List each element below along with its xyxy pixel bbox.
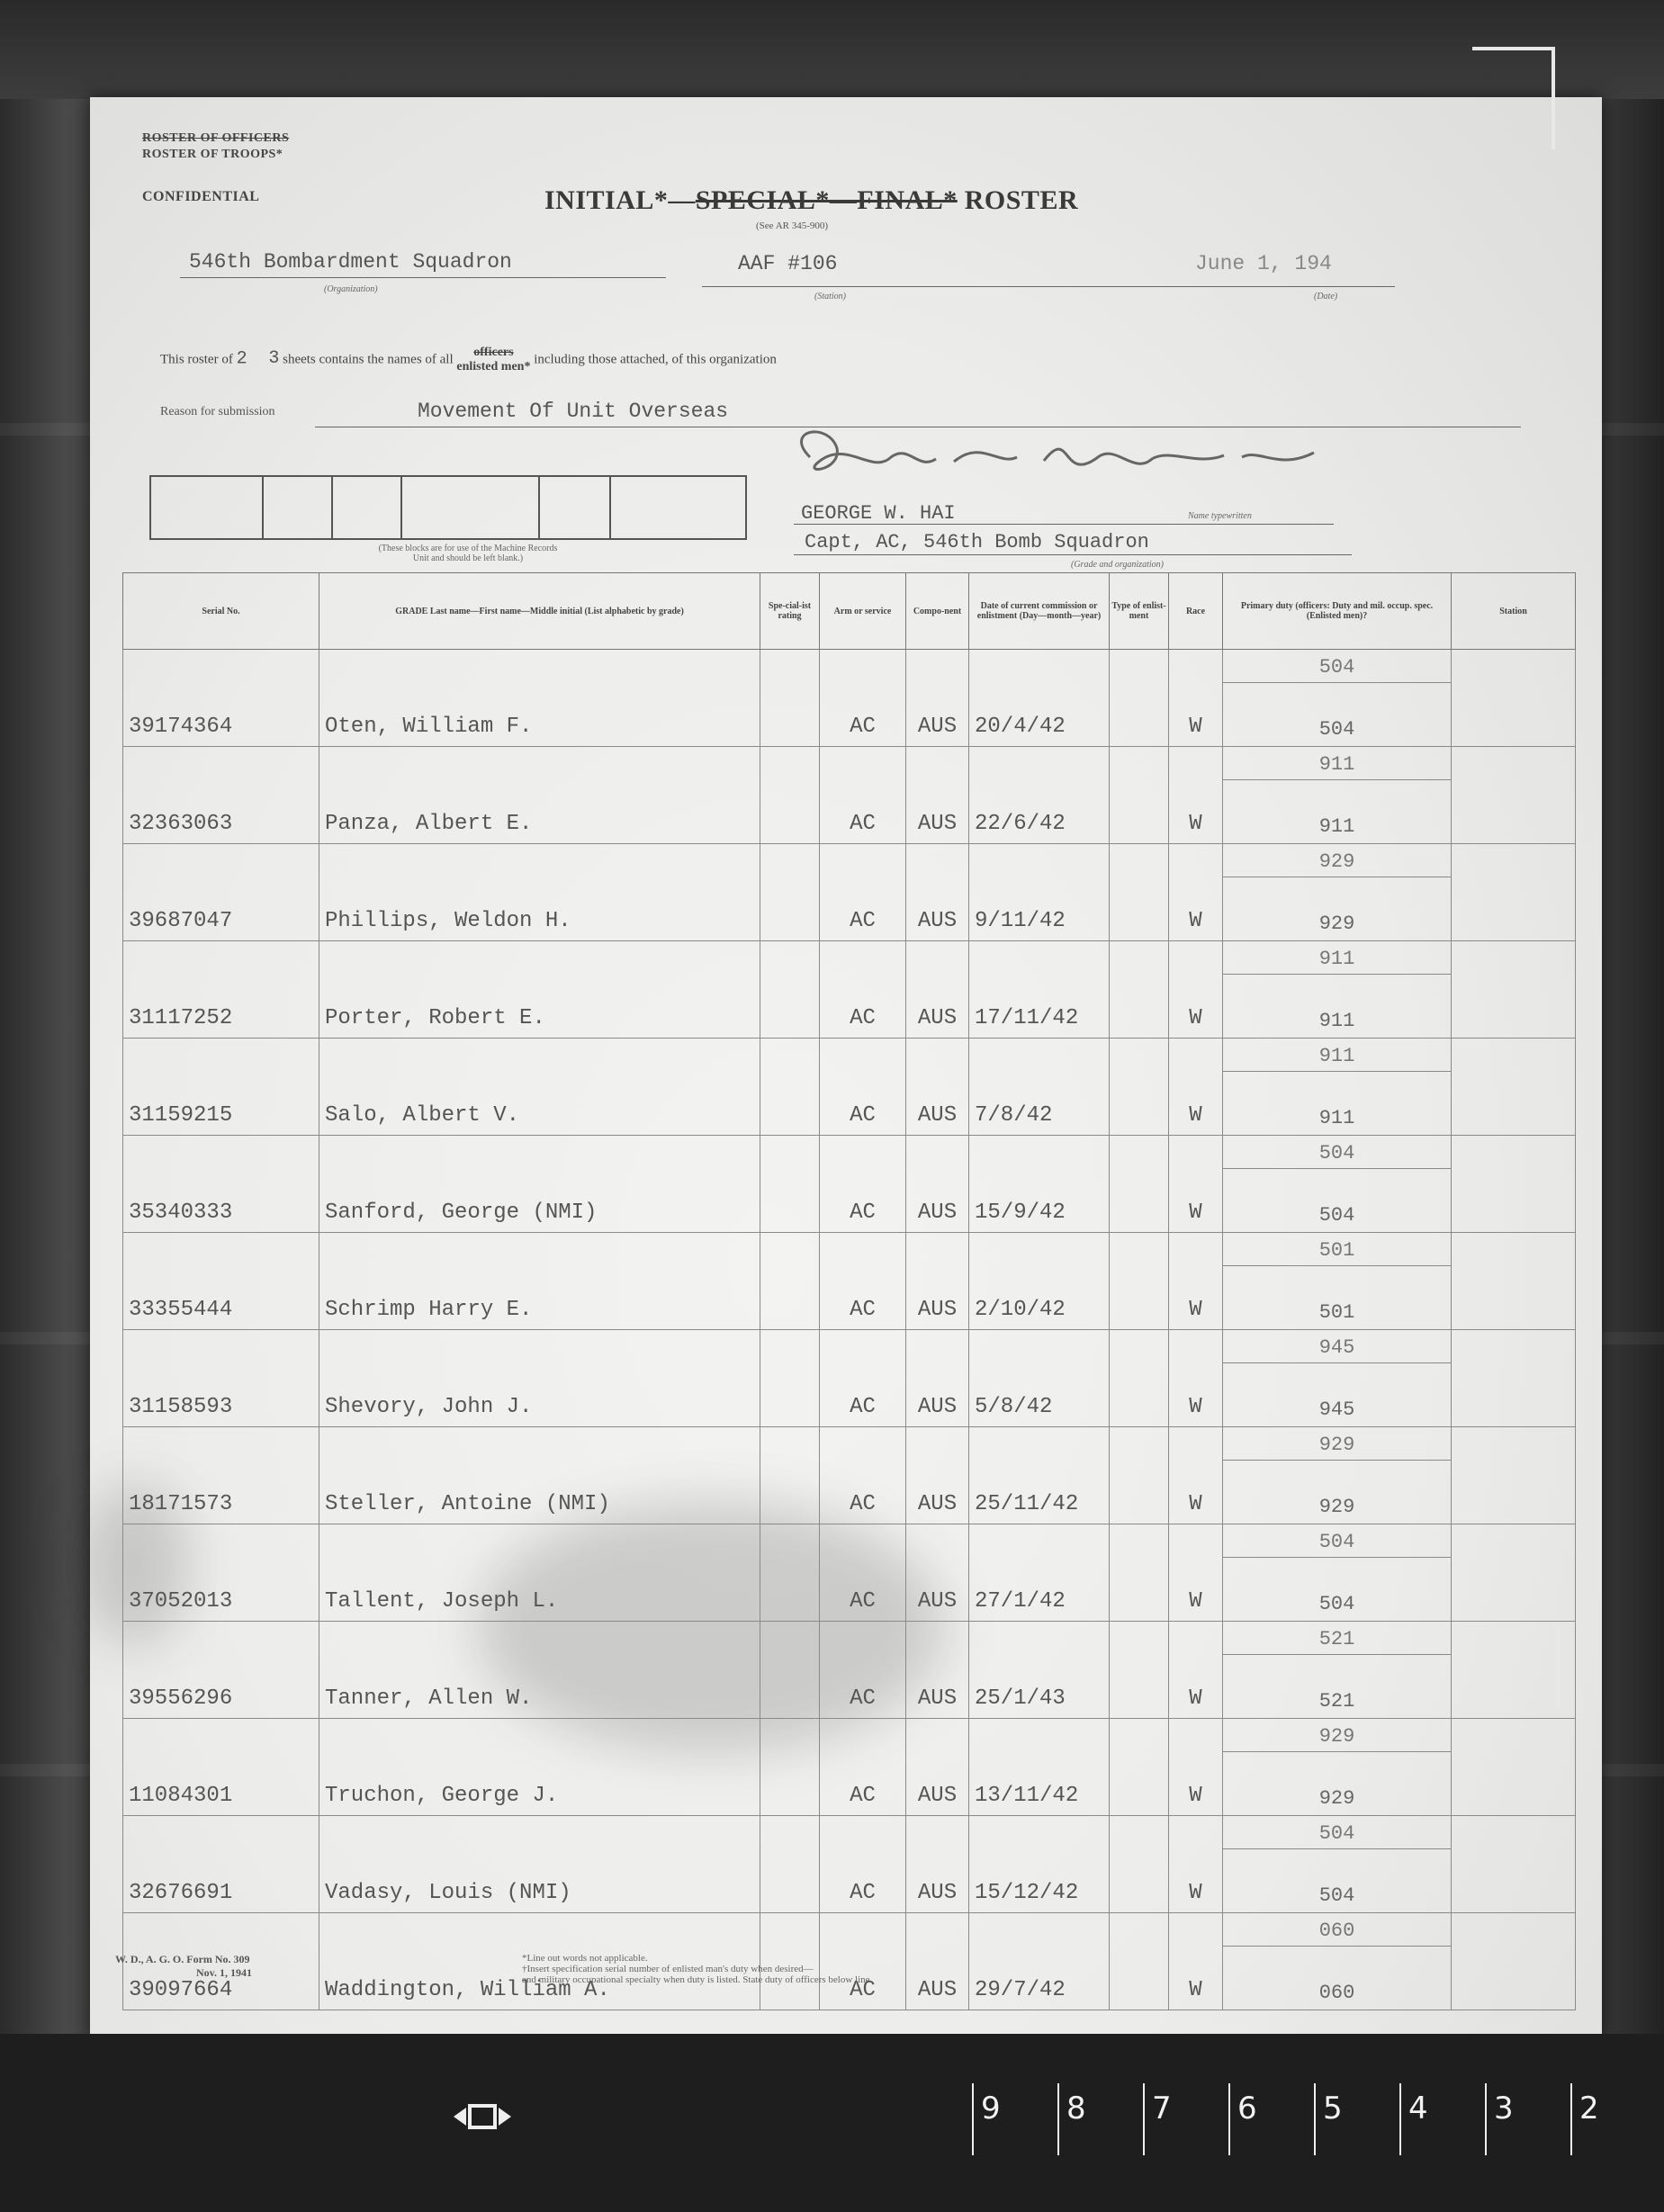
component-cell: AUS <box>906 1524 969 1622</box>
name-cell: Salo, Albert V. <box>319 1039 760 1136</box>
signer-caption: (Grade and organization) <box>1071 560 1164 570</box>
station-cell <box>1452 1816 1576 1913</box>
primary-duty-value: 504 <box>1318 718 1355 741</box>
primary-duty-upper: 929 <box>1223 844 1451 877</box>
component-cell: AUS <box>906 650 969 747</box>
serial-cell: 31158593 <box>123 1330 319 1427</box>
primary-duty-cell <box>1223 1330 1452 1427</box>
organization-rule <box>180 277 666 278</box>
enlistment-type-cell <box>1110 650 1169 747</box>
col-header-primary-duty: Primary duty (officers: Duty and mil. occup. spec. (Enlisted men)? <box>1223 573 1452 650</box>
station-cell <box>1452 1913 1576 2010</box>
race-cell: W <box>1169 650 1223 747</box>
primary-duty-upper: 504 <box>1223 650 1451 683</box>
ruler-tick <box>1057 2083 1059 2155</box>
ruler-tick <box>972 2083 974 2155</box>
ruler-tick <box>1228 2083 1230 2155</box>
primary-duty-cell <box>1223 941 1452 1039</box>
crop-mark-top-right <box>1472 47 1555 149</box>
component-cell: AUS <box>906 844 969 941</box>
specialist-cell <box>760 1136 820 1233</box>
arm-cell: AC <box>820 844 906 941</box>
station-cell <box>1452 941 1576 1039</box>
arm-cell: AC <box>820 650 906 747</box>
serial-cell: 35340333 <box>123 1136 319 1233</box>
primary-duty-value: 060 <box>1318 1982 1355 2004</box>
specialist-cell <box>760 1039 820 1136</box>
race-cell: W <box>1169 1039 1223 1136</box>
ruler-tick <box>1485 2083 1487 2155</box>
date-cell: 9/11/42 <box>969 844 1110 941</box>
name-cell: Schrimp Harry E. <box>319 1233 760 1330</box>
header-line-struck: ROSTER OF OFFICERS <box>142 131 290 145</box>
arm-cell: AC <box>820 1719 906 1816</box>
primary-duty-value: 504 <box>1318 1884 1355 1907</box>
roster-table <box>122 572 1576 2010</box>
station-cell <box>1452 1136 1576 1233</box>
primary-duty-upper: 911 <box>1223 941 1451 975</box>
date-cell: 25/11/42 <box>969 1427 1110 1524</box>
race-cell: W <box>1169 747 1223 844</box>
race-cell: W <box>1169 1330 1223 1427</box>
component-cell: AUS <box>906 1233 969 1330</box>
enlistment-type-cell <box>1110 1719 1169 1816</box>
station-rule <box>702 286 1188 287</box>
machine-records-note: (These blocks are for use of the Machine Records Unit and should be left blank.) <box>378 544 558 563</box>
table-row <box>123 747 1576 844</box>
specialist-cell <box>760 941 820 1039</box>
col-header-race: Race <box>1169 573 1223 650</box>
enlistment-type-cell <box>1110 1039 1169 1136</box>
station-value: AAF #106 <box>738 252 838 275</box>
station-cell <box>1452 1719 1576 1816</box>
primary-duty-upper: 929 <box>1223 1719 1451 1752</box>
specialist-cell <box>760 1622 820 1719</box>
table-row <box>123 1136 1576 1233</box>
specialist-cell <box>760 1524 820 1622</box>
specialist-cell <box>760 844 820 941</box>
arm-cell: AC <box>820 747 906 844</box>
ruler-tick <box>1399 2083 1401 2155</box>
serial-cell: 31159215 <box>123 1039 319 1136</box>
date-cell: 22/6/42 <box>969 747 1110 844</box>
component-cell: AUS <box>906 941 969 1039</box>
primary-duty-value: 929 <box>1318 913 1355 935</box>
serial-cell: 18171573 <box>123 1427 319 1524</box>
table-row <box>123 941 1576 1039</box>
signer-rank-org: Capt, AC, 546th Bomb Squadron <box>805 531 1149 553</box>
table-row <box>123 1039 1576 1136</box>
race-cell: W <box>1169 1913 1223 2010</box>
arm-cell: AC <box>820 1233 906 1330</box>
table-row <box>123 650 1576 747</box>
date-cell: 25/1/43 <box>969 1622 1110 1719</box>
race-cell: W <box>1169 1719 1223 1816</box>
serial-cell: 33355444 <box>123 1233 319 1330</box>
primary-duty-upper: 060 <box>1223 1913 1451 1947</box>
arm-cell: AC <box>820 1330 906 1427</box>
specialist-cell <box>760 747 820 844</box>
ruler-number: 7 <box>1152 2091 1172 2127</box>
form-id: W. D., A. G. O. Form No. 309 Nov. 1, 1941 <box>115 1953 253 1979</box>
primary-duty-upper: 504 <box>1223 1136 1451 1169</box>
enlistment-type-cell <box>1110 1622 1169 1719</box>
table-row <box>123 1719 1576 1816</box>
component-cell: AUS <box>906 1622 969 1719</box>
primary-duty-cell <box>1223 1136 1452 1233</box>
primary-duty-value: 929 <box>1318 1787 1355 1810</box>
ruler-number: 3 <box>1494 2091 1514 2127</box>
table-header-row <box>123 573 1576 650</box>
ruler-number: 8 <box>1066 2091 1086 2127</box>
primary-duty-value: 945 <box>1318 1398 1355 1421</box>
primary-duty-cell <box>1223 1622 1452 1719</box>
machine-records-blocks <box>149 475 747 540</box>
component-cell: AUS <box>906 1039 969 1136</box>
primary-duty-cell <box>1223 1524 1452 1622</box>
primary-duty-upper: 504 <box>1223 1524 1451 1558</box>
primary-duty-cell <box>1223 747 1452 844</box>
name-cell: Shevory, John J. <box>319 1330 760 1427</box>
table-row <box>123 1330 1576 1427</box>
name-cell: Truchon, George J. <box>319 1719 760 1816</box>
ruler-tick <box>1314 2083 1316 2155</box>
date-cell: 27/1/42 <box>969 1524 1110 1622</box>
component-cell: AUS <box>906 1913 969 2010</box>
expand-arrows-icon[interactable] <box>450 2095 515 2138</box>
name-cell: Phillips, Weldon H. <box>319 844 760 941</box>
arm-cell: AC <box>820 1816 906 1913</box>
col-header-serial: Serial No. <box>123 573 319 650</box>
serial-cell: 39556296 <box>123 1622 319 1719</box>
primary-duty-upper: 929 <box>1223 1427 1451 1461</box>
station-cell <box>1452 650 1576 747</box>
station-caption: (Station) <box>814 292 846 301</box>
specialist-cell <box>760 1330 820 1427</box>
name-cell: Tanner, Allen W. <box>319 1622 760 1719</box>
station-cell <box>1452 1427 1576 1524</box>
date-rule <box>1125 286 1395 287</box>
name-cell: Panza, Albert E. <box>319 747 760 844</box>
table-row <box>123 1524 1576 1622</box>
roster-body <box>123 650 1576 2010</box>
date-cell: 15/12/42 <box>969 1816 1110 1913</box>
date-cell: 20/4/42 <box>969 650 1110 747</box>
arm-cell: AC <box>820 1524 906 1622</box>
serial-cell: 37052013 <box>123 1524 319 1622</box>
ruler-number: 9 <box>981 2091 1001 2127</box>
primary-duty-upper: 521 <box>1223 1622 1451 1655</box>
arm-cell: AC <box>820 1913 906 2010</box>
table-row <box>123 1816 1576 1913</box>
serial-cell: 39097664 <box>123 1913 319 2010</box>
reason-label: Reason for submission <box>160 405 275 418</box>
serial-cell: 32676691 <box>123 1816 319 1913</box>
ruler-tick <box>1570 2083 1572 2155</box>
component-cell: AUS <box>906 1816 969 1913</box>
enlistment-type-cell <box>1110 1330 1169 1427</box>
name-cell: Steller, Antoine (NMI) <box>319 1427 760 1524</box>
primary-duty-value: 929 <box>1318 1496 1355 1518</box>
header-roster-of-troops: ROSTER OF TROOPS* <box>142 148 283 161</box>
col-header-name: GRADE Last name—First name—Middle initial (List alphabetic by grade) <box>319 573 760 650</box>
ruler-tick <box>1143 2083 1145 2155</box>
component-cell: AUS <box>906 1136 969 1233</box>
arm-cell: AC <box>820 1136 906 1233</box>
arm-cell: AC <box>820 1622 906 1719</box>
sheets-statement: This roster of 2 3 sheets contains the names of all officers enlisted men* including those attached, of this organization <box>160 346 777 373</box>
primary-duty-value: 911 <box>1318 1010 1355 1032</box>
primary-duty-value: 911 <box>1318 1107 1355 1129</box>
primary-duty-value: 501 <box>1318 1301 1355 1324</box>
col-header-arm: Arm or service <box>820 573 906 650</box>
enlistment-type-cell <box>1110 747 1169 844</box>
name-cell: Oten, William F. <box>319 650 760 747</box>
name-cell: Tallent, Joseph L. <box>319 1524 760 1622</box>
table-row <box>123 1622 1576 1719</box>
primary-duty-cell <box>1223 650 1452 747</box>
primary-duty-upper: 911 <box>1223 747 1451 780</box>
enlistment-type-cell <box>1110 1913 1169 2010</box>
primary-duty-upper: 501 <box>1223 1233 1451 1266</box>
footer-notes: *Line out words not applicable. †Insert specification serial number of enlisted man's duty when desired— and military occupational specialty when duty is listed. State duty of officers below line. <box>522 1953 873 1985</box>
date-cell: 29/7/42 <box>969 1913 1110 2010</box>
table-row <box>123 1427 1576 1524</box>
ruler-number: 5 <box>1323 2091 1343 2127</box>
station-cell <box>1452 1330 1576 1427</box>
primary-duty-cell <box>1223 1913 1452 2010</box>
col-header-station: Station <box>1452 573 1576 650</box>
primary-duty-upper: 945 <box>1223 1330 1451 1363</box>
col-header-component: Compo-nent <box>906 573 969 650</box>
crop-mark-right <box>1555 1627 1560 1708</box>
signature <box>774 421 1332 493</box>
name-cell: Waddington, William A. <box>319 1913 760 2010</box>
name-cell: Sanford, George (NMI) <box>319 1136 760 1233</box>
enlistment-type-cell <box>1110 1136 1169 1233</box>
film-top-border <box>0 0 1664 99</box>
primary-duty-value: 504 <box>1318 1204 1355 1227</box>
roster-document <box>90 97 1602 2041</box>
date-cell: 17/11/42 <box>969 941 1110 1039</box>
ruler-number: 6 <box>1237 2091 1257 2127</box>
primary-duty-value: 504 <box>1318 1593 1355 1615</box>
primary-duty-cell <box>1223 1039 1452 1136</box>
component-cell: AUS <box>906 1330 969 1427</box>
primary-duty-cell <box>1223 1427 1452 1524</box>
station-cell <box>1452 844 1576 941</box>
specialist-cell <box>760 1816 820 1913</box>
primary-duty-upper: 911 <box>1223 1039 1451 1072</box>
organization-value: 546th Bombardment Squadron <box>189 250 512 274</box>
serial-cell: 39687047 <box>123 844 319 941</box>
col-header-specialist: Spe-cial-ist rating <box>760 573 820 650</box>
station-cell <box>1452 747 1576 844</box>
specialist-cell <box>760 650 820 747</box>
station-cell <box>1452 1233 1576 1330</box>
enlistment-type-cell <box>1110 941 1169 1039</box>
race-cell: W <box>1169 1233 1223 1330</box>
enlistment-type-cell <box>1110 1816 1169 1913</box>
race-cell: W <box>1169 941 1223 1039</box>
organization-caption: (Organization) <box>324 284 378 294</box>
race-cell: W <box>1169 1816 1223 1913</box>
name-cell: Porter, Robert E. <box>319 941 760 1039</box>
primary-duty-cell <box>1223 1816 1452 1913</box>
ruler-number: 4 <box>1408 2091 1428 2127</box>
primary-duty-cell <box>1223 844 1452 941</box>
enlistment-type-cell <box>1110 1524 1169 1622</box>
col-header-date: Date of current commission or enlistment (Day—month—year) <box>969 573 1110 650</box>
classification-label: CONFIDENTIAL <box>142 189 260 204</box>
station-cell <box>1452 1039 1576 1136</box>
component-cell: AUS <box>906 1719 969 1816</box>
race-cell: W <box>1169 1136 1223 1233</box>
component-cell: AUS <box>906 1427 969 1524</box>
race-cell: W <box>1169 1427 1223 1524</box>
primary-duty-cell <box>1223 1719 1452 1816</box>
ruler-number: 2 <box>1579 2091 1599 2127</box>
col-header-enlistment-type: Type of enlist-ment <box>1110 573 1169 650</box>
serial-cell: 31117252 <box>123 941 319 1039</box>
primary-duty-cell <box>1223 1233 1452 1330</box>
date-value: June 1, 194 <box>1195 252 1332 275</box>
film-ruler <box>972 2083 1656 2155</box>
signer-rank-rule <box>794 554 1352 555</box>
enlistment-type-cell <box>1110 1233 1169 1330</box>
date-cell: 13/11/42 <box>969 1719 1110 1816</box>
specialist-cell <box>760 1427 820 1524</box>
roster-title: INITIAL*—SPECIAL*—FINAL* ROSTER <box>544 185 1079 215</box>
race-cell: W <box>1169 1524 1223 1622</box>
station-cell <box>1452 1524 1576 1622</box>
table-row <box>123 844 1576 941</box>
enlistment-type-cell <box>1110 1427 1169 1524</box>
serial-cell: 32363063 <box>123 747 319 844</box>
primary-duty-upper: 504 <box>1223 1816 1451 1849</box>
arm-cell: AC <box>820 1039 906 1136</box>
date-caption: (Date) <box>1314 292 1338 301</box>
specialist-cell <box>760 1233 820 1330</box>
table-row <box>123 1233 1576 1330</box>
signer-name-caption: Name typewritten <box>1188 511 1252 521</box>
race-cell: W <box>1169 844 1223 941</box>
specialist-cell <box>760 1719 820 1816</box>
date-cell: 15/9/42 <box>969 1136 1110 1233</box>
date-cell: 2/10/42 <box>969 1233 1110 1330</box>
name-cell: Vadasy, Louis (NMI) <box>319 1816 760 1913</box>
date-cell: 7/8/42 <box>969 1039 1110 1136</box>
signer-name: GEORGE W. HAI <box>801 502 956 525</box>
arm-cell: AC <box>820 941 906 1039</box>
signer-name-rule <box>794 524 1334 525</box>
primary-duty-value: 911 <box>1318 815 1355 838</box>
component-cell: AUS <box>906 747 969 844</box>
date-cell: 5/8/42 <box>969 1330 1110 1427</box>
enlistment-type-cell <box>1110 844 1169 941</box>
primary-duty-value: 521 <box>1318 1690 1355 1713</box>
serial-cell: 39174364 <box>123 650 319 747</box>
title-reference: (See AR 345-900) <box>756 220 829 231</box>
race-cell: W <box>1169 1622 1223 1719</box>
reason-value: Movement Of Unit Overseas <box>418 400 729 423</box>
serial-cell: 11084301 <box>123 1719 319 1816</box>
arm-cell: AC <box>820 1427 906 1524</box>
